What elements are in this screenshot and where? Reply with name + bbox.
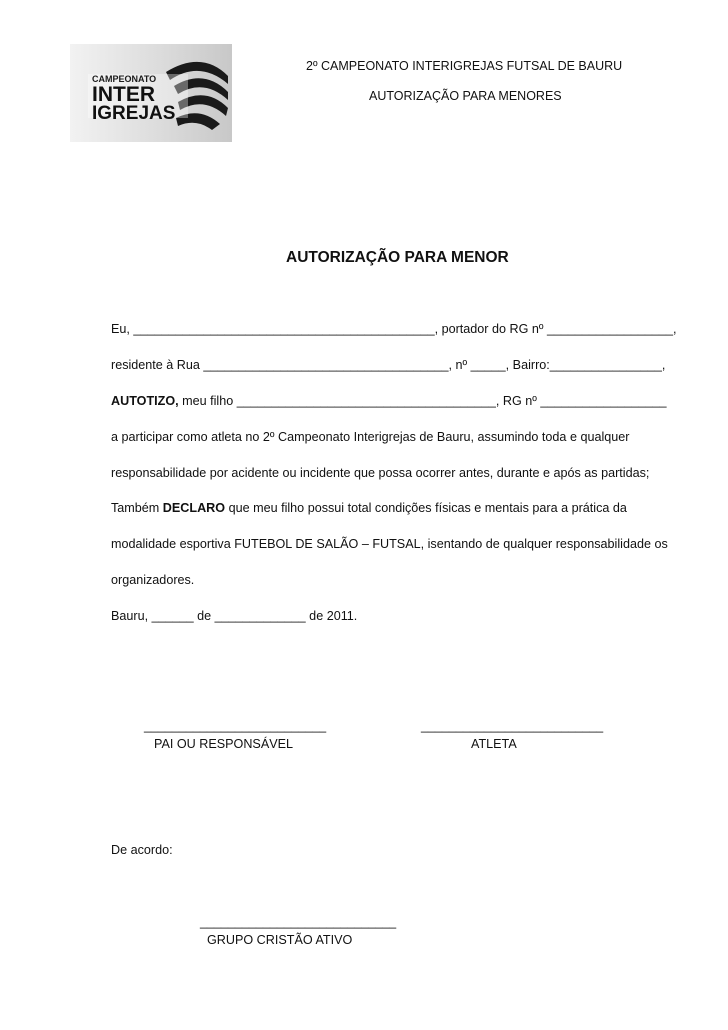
signature-label-parent: PAI OU RESPONSÁVEL xyxy=(154,737,294,751)
declare-post: que meu filho possui total condições físicas e mentais para a prática da xyxy=(225,501,627,515)
body-line-authorize xyxy=(111,394,666,408)
body-line-8: organizadores. xyxy=(111,573,195,587)
body-line-7: modalidade esportiva FUTEBOL DE SALÃO – FUTSAL, isentando de qualquer responsabilidade os xyxy=(111,537,668,551)
body-line-address: residente à Rua ___________________________________, nº _____, Bairro:________________, xyxy=(111,358,666,372)
declare-pre: Também xyxy=(111,501,163,515)
signature-line-group: ____________________________ xyxy=(200,915,397,929)
body-line-name: Eu, ___________________________________________, portador do RG nº __________________, xyxy=(111,322,677,336)
authorize-rest: meu filho _____________________________________, RG nº __________________ xyxy=(178,394,667,408)
signature-line-parent: __________________________ xyxy=(144,719,327,733)
signature-label-group: GRUPO CRISTÃO ATIVO xyxy=(207,933,353,947)
header-line-1: 2º CAMPEONATO INTERIGREJAS FUTSAL DE BAURU xyxy=(306,59,623,73)
agreement-label: De acordo: xyxy=(111,843,173,857)
signature-line-athlete: __________________________ xyxy=(421,719,604,733)
event-logo xyxy=(70,44,232,142)
body-line-4: a participar como atleta no 2º Campeonato Interigrejas de Bauru, assumindo toda e qualquer xyxy=(111,430,630,444)
declare-keyword: DECLARO xyxy=(162,501,226,515)
document-title: AUTORIZAÇÃO PARA MENOR xyxy=(286,249,509,266)
date-line: Bauru, ______ de _____________ de 2011. xyxy=(111,609,358,623)
logo-mid-text: INTER xyxy=(92,83,155,106)
authorize-keyword: AUTOTIZO, xyxy=(111,394,179,408)
ball-stripes-icon xyxy=(70,44,232,142)
header-line-2: AUTORIZAÇÃO PARA MENORES xyxy=(369,89,562,103)
logo-top-text: CAMPEONATO xyxy=(92,74,157,84)
signature-label-athlete: ATLETA xyxy=(471,737,517,751)
body-line-5: responsabilidade por acidente ou incidente que possa ocorrer antes, durante e após as partidas; xyxy=(111,466,650,480)
body-line-declare xyxy=(111,501,627,515)
logo-bottom-text: IGREJAS xyxy=(92,103,176,124)
